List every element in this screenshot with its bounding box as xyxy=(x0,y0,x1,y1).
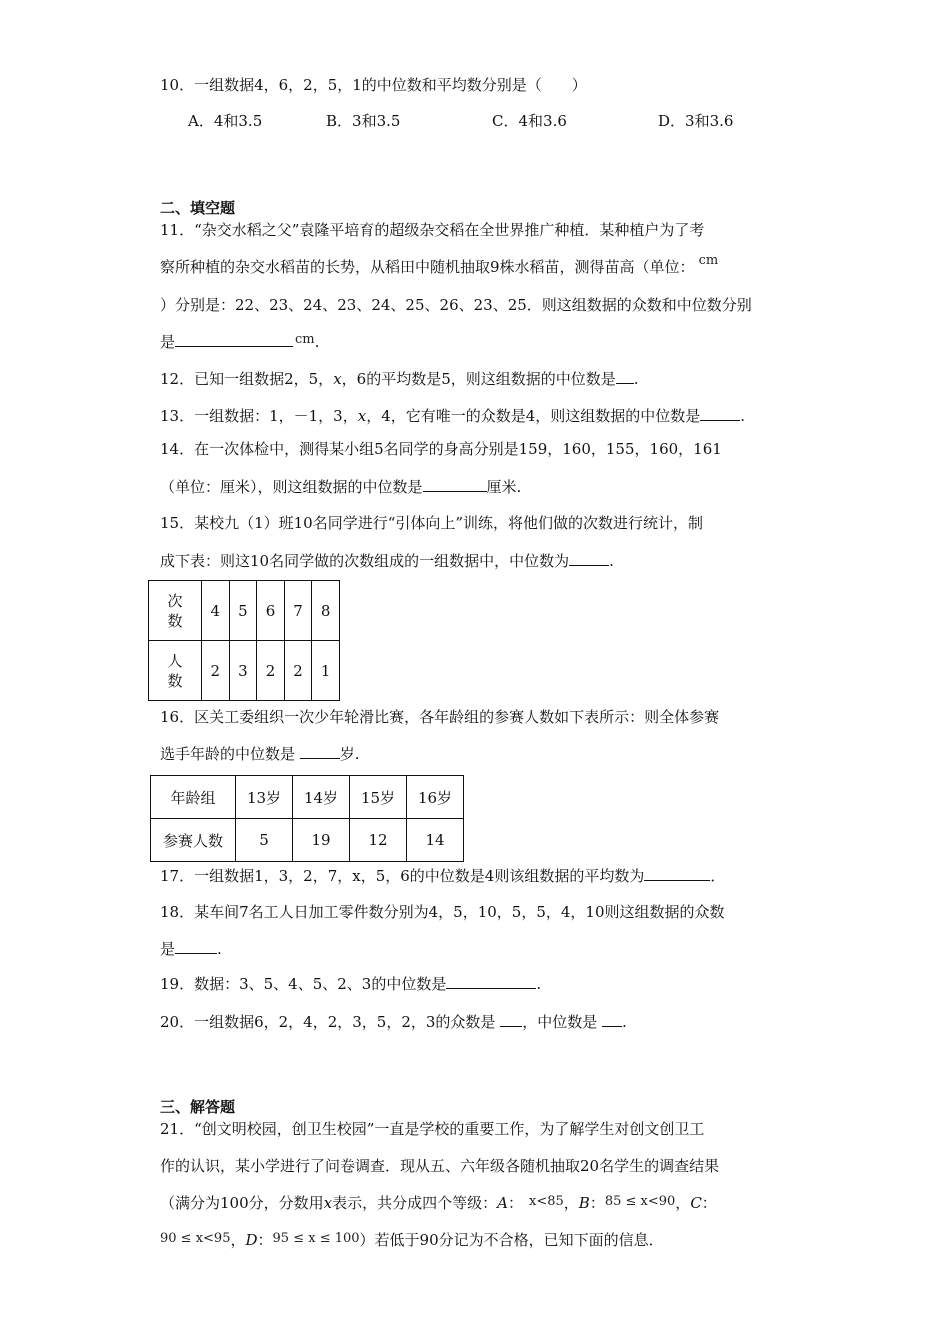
answer-blank[interactable] xyxy=(700,404,740,421)
q20-line: 20．一组数据6，2，4，2，3，5，2，3的众数是 ，中位数是 . xyxy=(160,1010,627,1033)
section-answer-title: 三、解答题 xyxy=(160,1098,236,1116)
answer-blank[interactable] xyxy=(423,475,487,492)
q16-table: 年龄组 13岁 14岁 15岁 16岁 参赛人数 5 19 12 14 xyxy=(150,775,464,862)
q14-line2: （单位：厘米），则这组数据的中位数是 厘米. xyxy=(160,475,521,498)
answer-blank[interactable] xyxy=(616,367,634,384)
q18-line2: 是 . xyxy=(160,937,222,960)
q15-line2: 成下表：则这10名同学做的次数组成的一组数据中，中位数为 . xyxy=(160,549,614,572)
q18-line1: 18．某车间7名工人日加工零件数分别为4，5，10，5，5，4，10则这组数据的众数 xyxy=(160,903,725,921)
q21-line2: 作的认识，某小学进行了问卷调查．现从五、六年级各随机抽取20名学生的调查结果 xyxy=(160,1157,720,1175)
q15-line1: 15．某校九（1）班10名同学进行“引体向上”训练，将他们做的次数进行统计，制 xyxy=(160,514,704,532)
answer-blank[interactable] xyxy=(175,937,217,954)
answer-blank[interactable] xyxy=(500,1010,522,1027)
q21-line1: 21．“创文明校园，创卫生校园”一直是学校的重要工作，为了解学生对创文创卫工 xyxy=(160,1120,705,1138)
q21-line4: 90 ≤ x<95，D：95 ≤ x ≤ 100）若低于90分记为不合格，已知下面的信息． xyxy=(160,1231,664,1249)
q16-line1: 16．区关工委组织一次少年轮滑比赛，各年龄组的参赛人数如下表所示：则全体参赛 xyxy=(160,708,720,726)
q11-line4: 是 cm. xyxy=(160,332,320,351)
table-row-label: 次 数 xyxy=(149,581,202,641)
section-fill-in-title: 二、填空题 xyxy=(160,199,236,217)
q10-option-d: D．3和3.6 xyxy=(658,112,734,130)
q19-line: 19．数据：3、5、4、5、2、3的中位数是 . xyxy=(160,972,541,995)
answer-blank[interactable] xyxy=(300,742,340,759)
q10-option-a: A．4和3.5 xyxy=(188,112,263,130)
table-row-label: 人 数 xyxy=(149,641,202,701)
q13-line: 13．一组数据：1，－1，3，x，4，它有唯一的众数是4，则这组数据的中位数是 . xyxy=(160,404,745,427)
q10-option-b: B．3和3.5 xyxy=(326,112,401,130)
q11-line3: ）分别是：22、23、24、23、24、25、26、23、25．则这组数据的众数和中位数分别 xyxy=(160,296,752,314)
answer-blank[interactable] xyxy=(446,972,536,989)
answer-blank[interactable] xyxy=(569,549,609,566)
q16-line2: 选手年龄的中位数是 岁. xyxy=(160,742,360,765)
answer-blank[interactable] xyxy=(644,864,710,881)
unit-cm: cm xyxy=(698,253,719,268)
q11-line2: 察所种植的杂交水稻苗的长势，从稻田中随机抽取9株水稻苗，测得苗高（单位： cm xyxy=(160,253,719,276)
answer-blank[interactable] xyxy=(602,1010,622,1027)
q10-stem: 10．一组数据4，6，2，5，1的中位数和平均数分别是（ ） xyxy=(160,76,587,94)
q14-line1: 14．在一次体检中，测得某小组5名同学的身高分别是159，160，155，160，161 xyxy=(160,440,722,458)
q15-table: 次 数 4 5 6 7 8 人 数 2 3 2 2 1 xyxy=(148,580,340,701)
q12-line: 12．已知一组数据2，5，x，6的平均数是5，则这组数据的中位数是 . xyxy=(160,367,639,390)
q11-line1: 11．“杂交水稻之父”袁隆平培育的超级杂交稻在全世界推广种植．某种植户为了考 xyxy=(160,221,705,239)
answer-blank[interactable] xyxy=(175,330,293,347)
q21-line3: （满分为100分，分数用x表示，共分成四个等级：A： x<85，B：85 ≤ x<90，C： xyxy=(160,1194,717,1212)
q10-option-c: C．4和3.6 xyxy=(492,112,567,130)
q17-line: 17．一组数据1，3，2，7，x，5，6的中位数是4则该组数据的平均数为 ． xyxy=(160,864,725,887)
